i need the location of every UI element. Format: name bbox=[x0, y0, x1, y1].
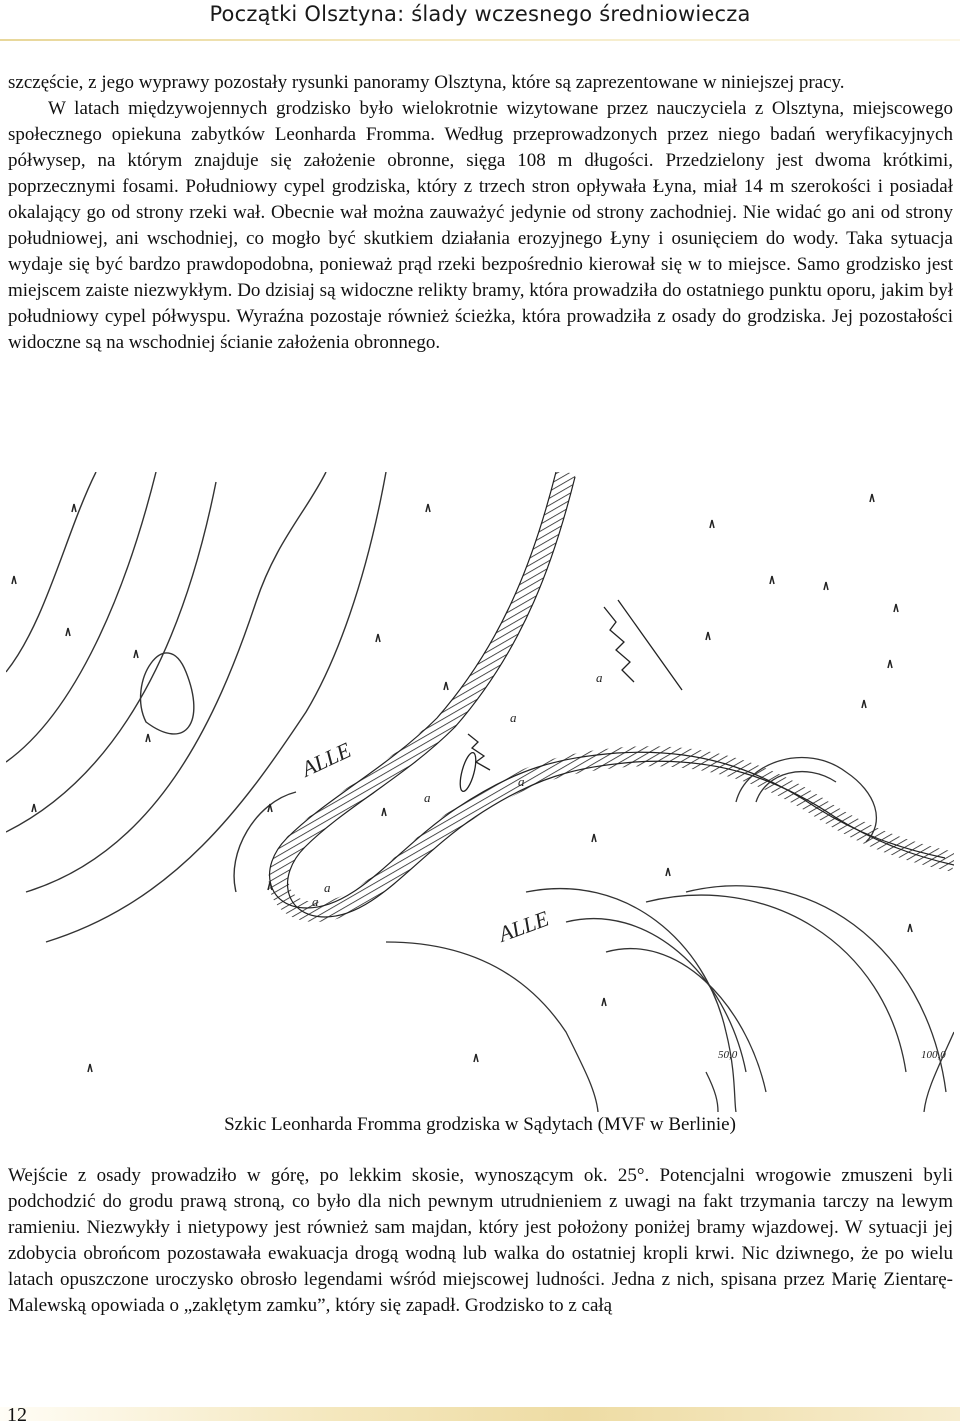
elevation-label-50: 50,0 bbox=[718, 1049, 738, 1061]
svg-text:a: a bbox=[424, 790, 431, 805]
svg-text:a: a bbox=[312, 894, 319, 909]
svg-text:a: a bbox=[510, 710, 517, 725]
paragraph: Wejście z osady prowadziło w górę, po lekkim skosie, wynoszącym ok. 25°. Potencjalni wrogowie zmuszeni byli podchodzić do grodu prawą stroną, co było dla nich pewnym utrudnieniem z uwagi na fakt trzymania tarczy na lewym ramieniu. Niezwykły i nietypowy jest również sam majdan, który jest położony poniżej bramy wjazdowej. W sytuacji jej zdobycia obrońcom pozostawała ewakuacja drogą wodną lub walka do ostatniej kropli krwi. Nic dziwnego, że po wielu latach opuszczone uroczysko obrosło legendami wśród miejscowej ludności. Jedna z nich, spisana przez Marię Zientarę-Malewską opowiada o „zaklętym zamku”, który się zapadł. Grodzisko to z całą bbox=[8, 1165, 953, 1316]
page-number: 12 bbox=[7, 1404, 27, 1426]
footer-bar bbox=[0, 1407, 960, 1421]
paragraph: szczęście, z jego wyprawy pozostały rysunki panoramy Olsztyna, które są zaprezentowane w niniejszej pracy. bbox=[8, 72, 845, 93]
svg-text:a: a bbox=[324, 880, 331, 895]
running-header-title: Początki Olsztyna: ślady wczesnego średniowiecza bbox=[209, 2, 751, 26]
contour-lines-west bbox=[6, 472, 386, 942]
site-sketch-map bbox=[6, 472, 954, 1112]
paragraph: W latach międzywojennych grodzisko było wielokrotnie wizytowane przez nauczyciela z Olsztyna, miejscowego społecznego opiekuna zabytków Leonharda Fromma. Według przeprowadzonych przez niego badań weryfikacyjnych półwysep, na którym znajduje się założenie obronne, sięga 108 m długości. Przedzielony jest dwoma krótkimi, poprzecznymi fosami. Południowy cypel grodziska, który z trzech stron opływała Łyna, miał 14 m szerokości i posiadał okalający go od strony rzeki wał. Obecnie wał można zauważyć jedynie od strony zachodniej. Nie widać go ani od strony południowej, ani wschodniej, co mogło być skutkiem działania erozyjnego Łyny i osunięciem do wody. Taka sytuacja wydaje się być bardzo prawdopodobna, ponieważ prąd rzeki bezpośrednio kierował się w to miejsce. Samo grodzisko jest miejscem zaiste niezwykłym. Do dzisiaj są widoczne relikty bramy, która prowadziła do ostatniego punktu oporu, jakim był południowy cypel półwyspu. Wyraźna pozostaje również ścieżka, która prowadziła z osady do grodziska. Jej pozostałości widoczne są na wschodniej ścianie założenia obronnego. bbox=[8, 98, 953, 353]
header-rule bbox=[0, 39, 960, 41]
body-text-bottom bbox=[8, 1163, 953, 1319]
river-label-south: ALLE bbox=[495, 905, 552, 947]
figure-caption: Szkic Leonharda Fromma grodziska w Sądytach (MVF w Berlinie) bbox=[224, 1114, 736, 1135]
elevation-label-100: 100,0 bbox=[921, 1049, 946, 1061]
body-text-top bbox=[8, 70, 953, 356]
svg-text:a: a bbox=[596, 670, 603, 685]
river-label-north: ALLE bbox=[297, 737, 355, 782]
svg-text:a: a bbox=[518, 774, 525, 789]
